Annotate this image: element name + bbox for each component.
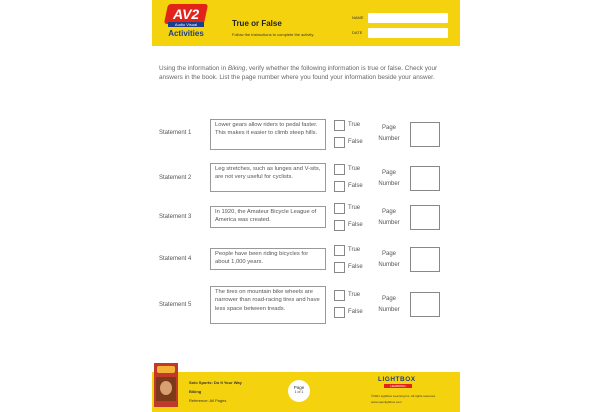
page-number-field[interactable] — [410, 122, 440, 147]
statement-label: Statement 5 — [159, 302, 192, 308]
name-label: NAME — [352, 15, 364, 20]
true-label: True — [348, 247, 361, 253]
book-title: Biking — [189, 389, 202, 394]
av2-logo — [160, 4, 212, 40]
statement-text-box: Leg stretches, such as lunges and V-sits, are not very useful for cyclists. — [210, 163, 326, 192]
statement-label: Statement 2 — [159, 175, 192, 181]
instructions-text: Follow the instructions to complete the activity. — [232, 32, 315, 37]
page-number-field[interactable] — [410, 292, 440, 317]
logo-sub: Audio Visual — [168, 22, 204, 27]
page-indicator — [288, 380, 310, 402]
statement-text-box: The tires on mountain bike wheels are narrower than road-racing tires and have less space between treads. — [210, 286, 326, 324]
page-number-label: Page Number — [378, 125, 400, 142]
false-label: False — [348, 264, 363, 270]
logo-text: AV2 — [172, 6, 200, 22]
copyright-text: ©2021 Lightbox Learning Inc. All rights reserved. — [371, 394, 436, 398]
page-number-label: Page Number — [378, 170, 400, 187]
logo-activities-label: Activities — [168, 29, 204, 38]
true-label: True — [348, 205, 361, 211]
lightbox-logo: LIGHTBOX — [378, 376, 416, 383]
true-checkbox[interactable] — [334, 203, 345, 214]
false-checkbox[interactable] — [334, 262, 345, 273]
true-checkbox[interactable] — [334, 290, 345, 301]
false-label: False — [348, 139, 363, 145]
statement-text-box: People have been riding bicycles for about 1,000 years. — [210, 248, 326, 270]
true-label: True — [348, 292, 361, 298]
reference-text: Reference: All Pages — [189, 398, 227, 403]
true-checkbox[interactable] — [334, 120, 345, 131]
website-text: www.openlightbox.com — [371, 400, 402, 404]
statement-label: Statement 3 — [159, 214, 192, 220]
date-field[interactable] — [368, 28, 448, 38]
true-label: True — [348, 166, 361, 172]
footer-bar — [152, 372, 460, 412]
page-number-label: Page Number — [378, 209, 400, 226]
page-number-field[interactable] — [410, 205, 440, 230]
header-bar — [152, 0, 460, 46]
page-number-field[interactable] — [410, 166, 440, 191]
true-checkbox[interactable] — [334, 245, 345, 256]
name-field[interactable] — [368, 13, 448, 23]
false-label: False — [348, 222, 363, 228]
intro-paragraph: Using the information in Biking, verify whether the following information is true or false. Check your answers in the book. List the page number where you found your information beside your answer. — [159, 65, 438, 81]
page-number-field[interactable] — [410, 247, 440, 272]
book-title-italic: Biking — [227, 65, 246, 72]
page-number-label: Page Number — [378, 251, 400, 268]
false-label: False — [348, 183, 363, 189]
series-title: Solo Sports: Do It Your Way — [189, 380, 242, 385]
statement-text-box: Lower gears allow riders to pedal faster. This makes it easier to climb steep hills. — [210, 119, 326, 150]
false-checkbox[interactable] — [334, 307, 345, 318]
statement-label: Statement 4 — [159, 256, 192, 262]
false-checkbox[interactable] — [334, 137, 345, 148]
page-title: True or False — [232, 19, 282, 28]
page-count: 1 of 1 — [294, 390, 304, 394]
statement-text-box: In 1920, the Amateur Bicycle League of America was created. — [210, 206, 326, 228]
false-label: False — [348, 309, 363, 315]
page-label: Page — [293, 385, 305, 390]
book-cover-image — [154, 363, 178, 407]
true-checkbox[interactable] — [334, 164, 345, 175]
worksheet-page — [152, 0, 460, 412]
page-number-label: Page Number — [378, 296, 400, 313]
false-checkbox[interactable] — [334, 181, 345, 192]
true-label: True — [348, 122, 361, 128]
lightbox-logo-sub: LEARNING — [384, 384, 412, 388]
date-label: DATE — [352, 30, 363, 35]
statement-label: Statement 1 — [159, 130, 192, 136]
false-checkbox[interactable] — [334, 220, 345, 231]
